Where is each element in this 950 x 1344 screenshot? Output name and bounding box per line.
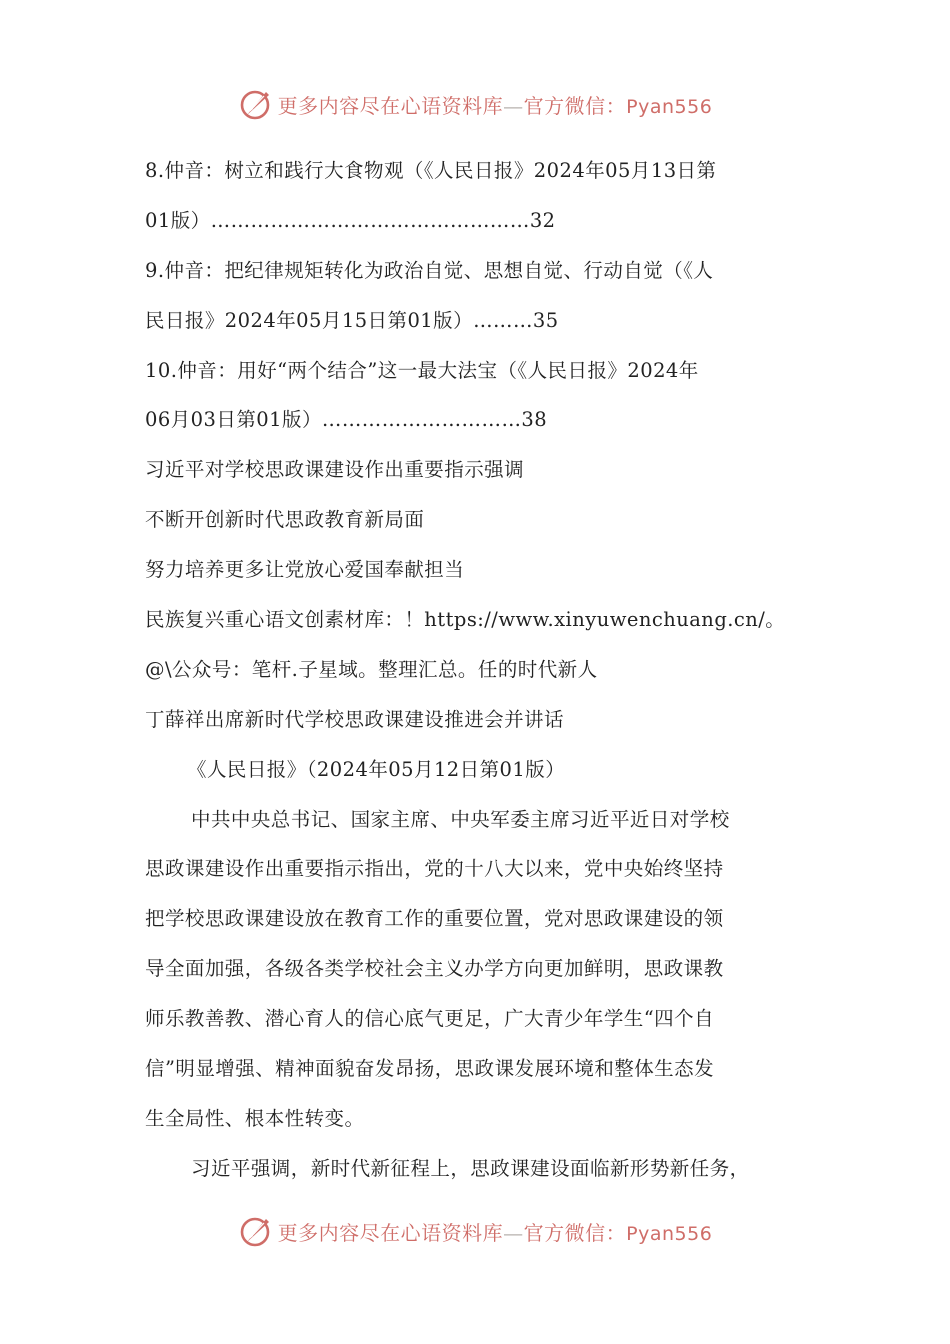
toc-entry-10-line-1: 10.仲音：用好“两个结合”这一最大法宝（《人民日报》2024年 <box>145 358 699 382</box>
paragraph-2-line-1: 习近平强调，新时代新征程上，思政课建设面临新形势新任务， <box>191 1156 750 1180</box>
paragraph-1-line-6: 信”明显增强、精神面貌奋发昂扬，思政课发展环境和整体生态发 <box>145 1057 715 1081</box>
article-headline-1: 习近平对学校思政课建设作出重要指示强调 <box>145 458 525 482</box>
paragraph-1-line-7: 生全局性、根本性转变。 <box>145 1106 365 1130</box>
paragraph-1-line-2: 思政课建设作出重要指示指出，党的十八大以来，党中央始终坚持 <box>145 857 724 881</box>
quill-logo-icon <box>238 1213 274 1249</box>
toc-entry-9-line-1: 9.仲音：把纪律规矩转化为政治自觉、思想自觉、行动自觉（《人 <box>145 258 714 282</box>
toc-entry-8-line-1: 8.仲音：树立和践行大食物观（《人民日报》2024年05月13日第 <box>145 159 717 182</box>
banner-site-name: 更多内容尽在心语资料库 <box>277 1220 504 1245</box>
header-banner <box>0 84 950 124</box>
banner-text <box>278 90 713 119</box>
paragraph-1-line-5: 师乐教善教、潜心育人的信心底气更足，广大青少年学生“四个自 <box>145 1007 715 1031</box>
article-headline-3: 努力培养更多让党放心爱国奉献担当 <box>145 558 465 582</box>
banner-text <box>278 1217 713 1246</box>
banner-dash: — <box>503 1220 524 1245</box>
paragraph-1-line-1: 中共中央总书记、国家主席、中央军委主席习近平近日对学校 <box>191 807 730 831</box>
banner-wechat-label: 官方微信： <box>523 93 627 118</box>
toc-entry-8-line-2: 01版）…………………………………………32 <box>145 208 556 232</box>
banner-wechat-label: 官方微信： <box>523 1220 627 1245</box>
paragraph-1-line-3: 把学校思政课建设放在教育工作的重要位置，党对思政课建设的领 <box>145 907 724 931</box>
article-headline-2: 不断开创新时代思政教育新局面 <box>145 508 425 532</box>
banner-wechat-id: Pyan556 <box>626 95 713 118</box>
banner-dash: — <box>503 93 524 118</box>
article-source: 《人民日报》（2024年05月12日第01版） <box>187 757 566 781</box>
toc-entry-10-line-2: 06月03日第01版）…………………………38 <box>145 408 548 432</box>
document-body <box>145 146 815 1194</box>
article-headline-5: @\公众号：笔杆.子星域。整理汇总。任的时代新人 <box>145 657 598 681</box>
footer-banner <box>0 1211 950 1251</box>
paragraph-1-line-4: 导全面加强，各级各类学校社会主义办学方向更加鲜明，思政课教 <box>145 957 724 981</box>
article-subheadline: 丁薛祥出席新时代学校思政课建设推进会并讲话 <box>145 707 564 731</box>
toc-entry-9-line-2: 民日报》2024年05月15日第01版）………35 <box>145 308 559 332</box>
quill-logo-icon <box>238 86 274 122</box>
banner-site-name: 更多内容尽在心语资料库 <box>277 93 504 118</box>
article-headline-4: 民族复兴重心语文创素材库：！https://www.xinyuwenchuang.cn/。 <box>145 608 786 632</box>
banner-wechat-id: Pyan556 <box>626 1222 713 1245</box>
